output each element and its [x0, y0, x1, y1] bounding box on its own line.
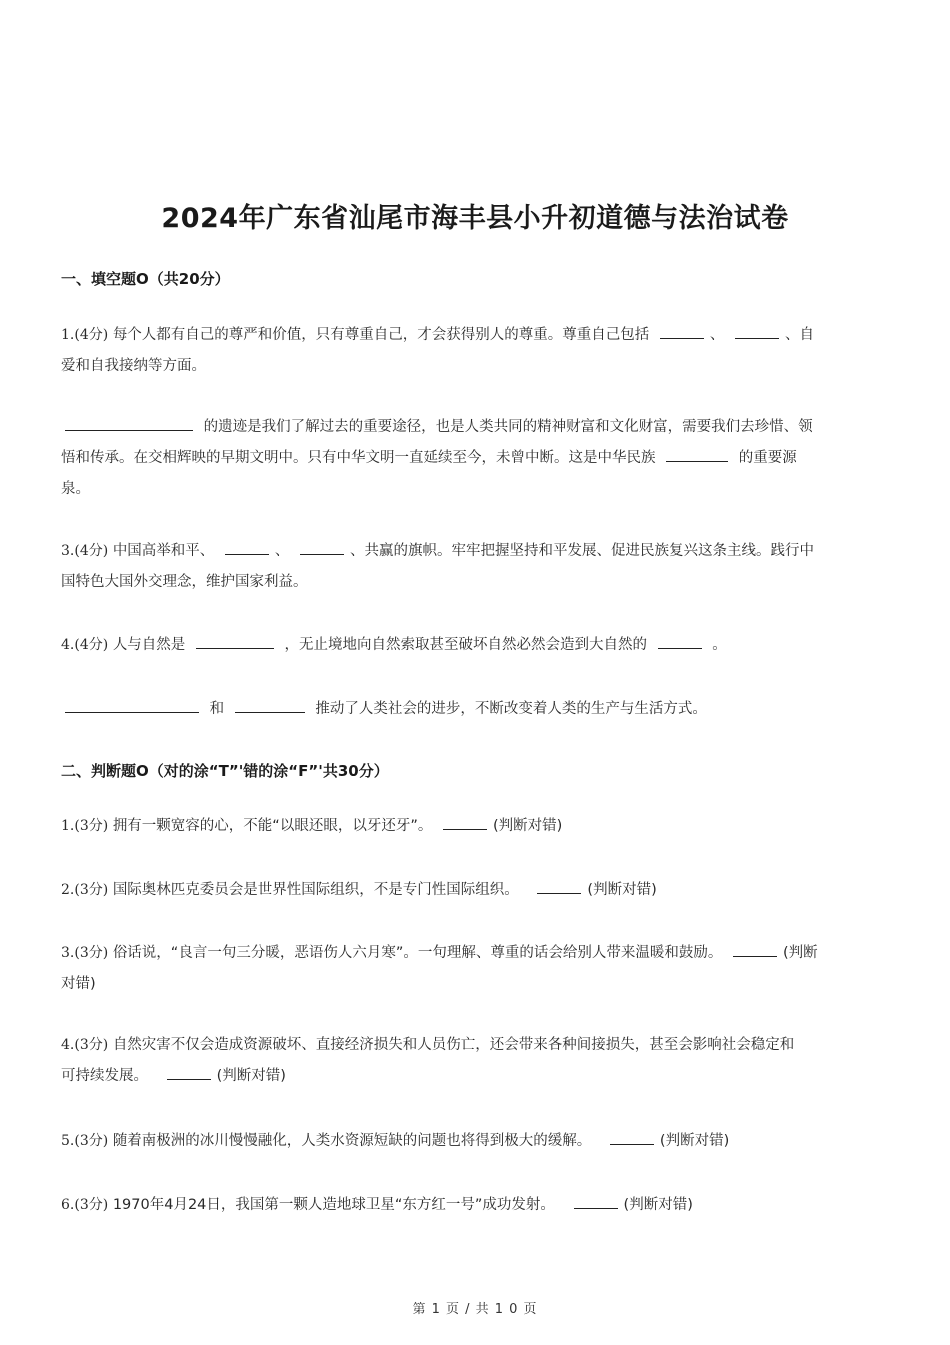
answer-blank[interactable] [300, 540, 344, 555]
judge-label-part: 对错) [61, 976, 96, 992]
question-score: (3分) [74, 1037, 109, 1053]
question-number: 5. [61, 1133, 75, 1149]
question-number: 3. [61, 945, 75, 961]
question-4 [61, 630, 891, 661]
answer-blank[interactable] [225, 540, 269, 555]
question-3 [61, 536, 891, 598]
question-score: (3分) [74, 882, 109, 898]
question-score: (3分) [74, 1197, 109, 1213]
section-heading-true-false: 二、判断题O（对的涂“T”'错的涂“F”'共30分） [61, 762, 389, 780]
question-score: (4分) [74, 637, 109, 653]
question-number: 4. [61, 637, 75, 653]
question-text: 随着南极洲的冰川慢慢融化，人类水资源短缺的问题也将得到极大的缓解。 [112, 1133, 592, 1149]
separator: 、 [709, 327, 725, 343]
page-footer: 第 1 页 / 共 1 0 页 [412, 1302, 538, 1317]
answer-blank[interactable] [666, 447, 728, 462]
question-text: 悟和传承。在交相辉映的早期文明中。只有中华文明一直延续至今，未曾中断。这是中华民族 [61, 450, 656, 466]
separator: 、 [274, 543, 290, 559]
question-text: 俗话说，“良言一句三分暖，恶语伤人六月寒”。一句理解、尊重的话会给别人带来温暖和鼓励。 [112, 945, 723, 961]
answer-blank[interactable] [610, 1130, 654, 1145]
question-5-line-1 [61, 694, 891, 725]
judge-question-4-line-1 [61, 1030, 891, 1061]
question-score: (3分) [74, 1133, 109, 1149]
question-score: (4分) [74, 543, 109, 559]
judge-label: (判断对错) [623, 1197, 693, 1213]
question-text: 自然灾害不仅会造成资源破坏、直接经济损失和人员伤亡，还会带来各种间接损失，甚至会影响社会稳定和 [112, 1037, 795, 1053]
question-number: 2. [61, 882, 75, 898]
separator: 、自 [785, 327, 815, 343]
answer-blank[interactable] [235, 698, 305, 713]
answer-blank[interactable] [443, 815, 487, 830]
question-text: 可持续发展。 [61, 1068, 148, 1084]
question-text: 人与自然是 [112, 637, 186, 653]
judge-question-4 [61, 1030, 891, 1092]
question-text: 1970年4月24日，我国第一颗人造地球卫星“东方红一号”成功发射。 [112, 1197, 555, 1213]
judge-question-5 [61, 1126, 891, 1157]
question-text: 国际奥林匹克委员会是世界性国际组织，不是专门性国际组织。 [112, 882, 519, 898]
judge-label: (判断对错) [492, 818, 563, 834]
question-text: 的重要源 [738, 450, 797, 466]
question-text: 每个人都有自己的尊严和价值，只有尊重自己，才会获得别人的尊重。尊重自己包括 [112, 327, 650, 343]
answer-blank[interactable] [733, 942, 777, 957]
answer-blank[interactable] [660, 324, 704, 339]
judge-label: (判断对错) [659, 1133, 730, 1149]
judge-question-3 [61, 938, 901, 1000]
answer-blank[interactable] [196, 634, 274, 649]
question-text: 、共赢的旗帜。牢牢把握坚持和平发展、促进民族复兴这条主线。践行中 [350, 543, 815, 559]
question-1-line-2: 爱和自我接纳等方面。 [61, 358, 206, 374]
question-1 [61, 320, 891, 382]
answer-blank[interactable] [537, 879, 581, 894]
judge-label: (判断对错) [216, 1068, 286, 1084]
judge-label: (判断对错) [587, 882, 657, 898]
question-2 [61, 412, 891, 505]
question-text: 的遗迹是我们了解过去的重要途径，也是人类共同的精神财富和文化财富，需要我们去珍惜、领 [203, 419, 813, 435]
section-heading-fill-blank: 一、填空题O（共20分） [61, 270, 230, 288]
question-1-line-1 [61, 320, 891, 351]
answer-blank[interactable] [167, 1065, 211, 1080]
question-score: (3分) [74, 818, 109, 834]
question-score: (3分) [74, 945, 109, 961]
question-text: 。 [712, 637, 727, 653]
question-number: 1. [61, 818, 75, 834]
question-2-line-1 [61, 412, 891, 443]
question-text: 推动了人类社会的进步，不断改变着人类的生产与生活方式。 [315, 701, 707, 717]
answer-blank[interactable] [65, 698, 199, 713]
question-2-line-3: 泉。 [61, 481, 90, 497]
judge-question-6 [61, 1190, 891, 1221]
question-2-line-2 [61, 443, 891, 474]
question-number: 3. [61, 543, 75, 559]
question-number: 1. [61, 327, 75, 343]
answer-blank[interactable] [65, 416, 193, 431]
judge-question-1 [61, 811, 891, 842]
judge-question-2 [61, 875, 891, 906]
question-number: 4. [61, 1037, 75, 1053]
judge-question-4-line-2 [61, 1061, 891, 1092]
question-text: ，无止境地向自然索取甚至破坏自然必然会造到大自然的 [284, 637, 648, 653]
question-text: 和 [209, 701, 225, 717]
answer-blank[interactable] [735, 324, 779, 339]
answer-blank[interactable] [658, 634, 702, 649]
judge-label-part: (判断 [782, 945, 818, 961]
answer-blank[interactable] [574, 1194, 618, 1209]
question-4-line-1 [61, 630, 891, 661]
question-5 [61, 694, 891, 725]
question-score: (4分) [74, 327, 109, 343]
question-3-line-2: 国特色大国外交理念，维护国家利益。 [61, 574, 308, 590]
page-title: 2024年广东省汕尾市海丰县小升初道德与法治试卷 [161, 203, 789, 234]
question-text: 拥有一颗宽容的心，不能“以眼还眼，以牙还牙”。 [112, 818, 433, 834]
judge-question-3-line-1 [61, 938, 901, 969]
question-3-line-1 [61, 536, 891, 567]
question-text: 中国高举和平、 [112, 543, 215, 559]
question-number: 6. [61, 1197, 75, 1213]
